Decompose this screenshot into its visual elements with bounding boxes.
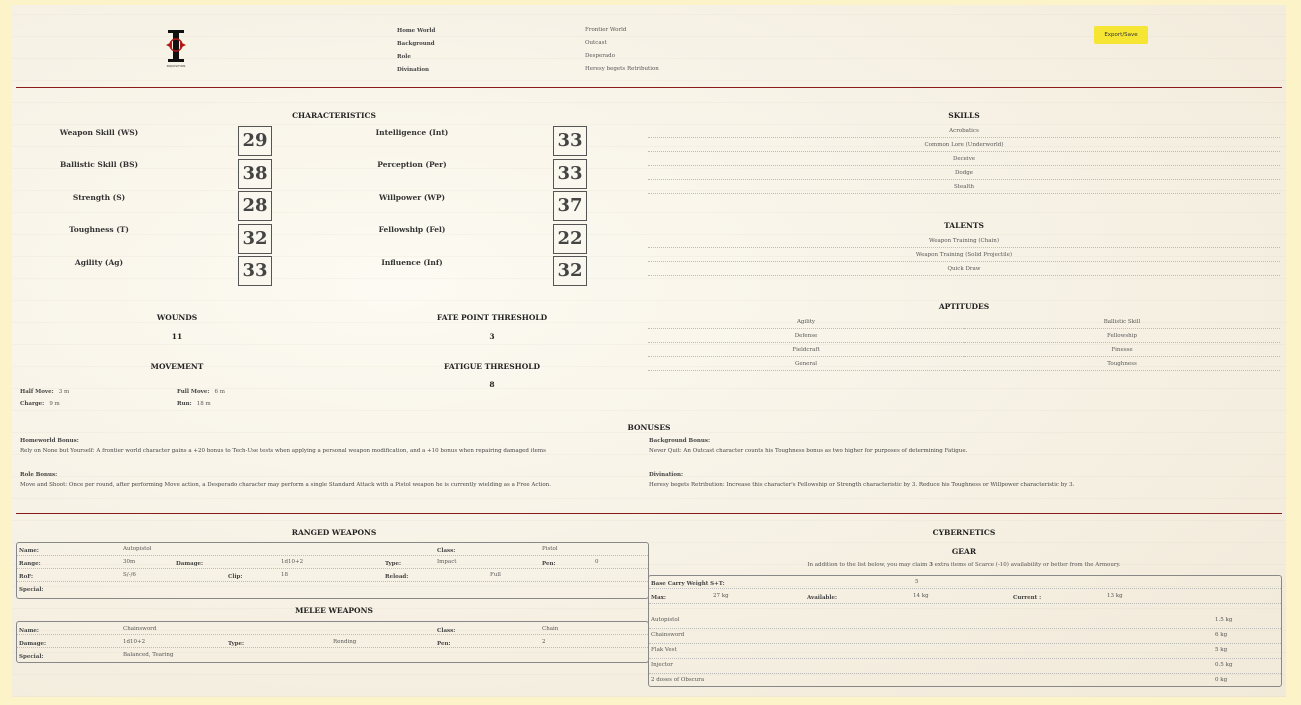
char-name: Willpower (WP) — [378, 193, 446, 202]
role-value: Desperado — [585, 53, 616, 59]
list-item: Common Lore (Underworld) — [648, 138, 1280, 152]
export-save-button[interactable]: Export/Save — [1094, 26, 1148, 44]
charge — [20, 390, 60, 409]
gear-note-prefix: In addition to the list below, you may claim — [807, 562, 930, 568]
bonuses-title: BONUSES — [627, 423, 671, 432]
ranged-rof-value[interactable]: S/-/6 — [123, 572, 136, 578]
full-move-label: Full Move: — [177, 389, 210, 395]
list-item: Weapon Training (Chain) — [648, 234, 1280, 248]
melee-class-label: Class: — [437, 628, 456, 634]
gear-row[interactable] — [649, 659, 1281, 674]
full-move-value: 6 m — [214, 389, 225, 395]
char-name: Ballistic Skill (BS) — [59, 160, 139, 169]
gear-note — [648, 562, 1280, 568]
list-item: Dodge — [648, 166, 1280, 180]
run-value: 18 m — [196, 401, 211, 407]
homeworld-bonus-label: Homeworld Bonus: — [20, 438, 79, 444]
ranged-reload-value[interactable]: Full — [490, 572, 501, 578]
gear-panel — [648, 575, 1282, 687]
melee-pen-value[interactable]: 2 — [542, 639, 546, 645]
background-bonus — [649, 438, 1279, 454]
current-weight-label: Current : — [1013, 595, 1042, 601]
divination-value: Heresy begets Retribution — [585, 66, 659, 72]
gear-item-name: 2 doses of Obscura — [651, 677, 705, 683]
char-name: Toughness (T) — [69, 225, 129, 234]
ranged-range-value[interactable]: 30m — [123, 559, 136, 565]
home-world-value: Frontier World — [585, 27, 627, 33]
ranged-type-label: Type: — [385, 561, 402, 567]
melee-name-value[interactable]: Chainsword — [123, 626, 157, 632]
melee-damage-value[interactable]: 1d10+2 — [123, 639, 146, 645]
list-item: Toughness — [964, 357, 1280, 371]
ranged-clip-value[interactable]: 18 — [281, 572, 288, 578]
ranged-name-label: Name: — [19, 548, 39, 554]
melee-pen-label: Pen: — [437, 641, 451, 647]
ranged-weapons-title: RANGED WEAPONS — [291, 528, 377, 537]
gear-row[interactable] — [649, 629, 1281, 644]
gear-item-weight: 0.5 kg — [1215, 662, 1233, 668]
gear-row[interactable] — [649, 644, 1281, 659]
char-name: Perception (Per) — [377, 160, 447, 169]
list-item: Weapon Training (Solid Projectile) — [648, 248, 1280, 262]
background-value: Outcast — [585, 40, 607, 46]
list-item: Fieldcraft — [648, 343, 964, 357]
ranged-reload-label: Reload: — [385, 574, 409, 580]
char-value-ag[interactable]: 33 — [238, 256, 272, 286]
gear-row[interactable] — [649, 674, 1281, 689]
ranged-weapon-panel — [16, 542, 649, 599]
charge-value: 9 m — [49, 401, 60, 407]
role-bonus — [20, 472, 640, 488]
char-value-s[interactable]: 28 — [238, 191, 272, 221]
movement-title: MOVEMENT — [150, 362, 204, 371]
current-weight-value: 13 kg — [1107, 593, 1123, 599]
list-item: Acrobatics — [648, 124, 1280, 138]
fate-threshold-title: FATE POINT THRESHOLD — [436, 313, 548, 322]
char-value-wp[interactable]: 37 — [553, 191, 587, 221]
ranged-damage-label: Damage: — [176, 561, 204, 567]
role-bonus-label: Role Bonus: — [20, 472, 58, 478]
aptitudes-title: APTITUDES — [938, 302, 990, 311]
background-bonus-label: Background Bonus: — [649, 438, 710, 444]
max-weight-value: 27 kg — [713, 593, 729, 599]
ranged-clip-label: Clip: — [228, 574, 243, 580]
char-name: Influence (Inf) — [381, 258, 443, 267]
background-label: Background — [397, 41, 435, 47]
ranged-range-label: Range: — [19, 561, 41, 567]
gear-item-name: Injector — [651, 662, 673, 668]
max-weight-label: Max: — [651, 595, 666, 601]
ranged-rof-label: RoF: — [19, 574, 33, 580]
melee-type-value[interactable]: Rending — [333, 639, 357, 645]
ranged-name-value[interactable]: Autopistol — [123, 546, 152, 552]
gear-item-weight: 1.5 kg — [1215, 617, 1233, 623]
gear-title: GEAR — [951, 547, 977, 556]
half-move-label: Half Move: — [20, 389, 54, 395]
run-label: Run: — [177, 401, 192, 407]
list-item: Ballistic Skill — [964, 315, 1280, 329]
skills-title: SKILLS — [948, 111, 980, 120]
talents-title: TALENTS — [944, 221, 984, 230]
role-bonus-text: Move and Shoot: Once per round, after performing Move action, a Desperado character may perform a single Standard Attack with a Pistol weapon he is currently wielding as a Free Action. — [20, 482, 551, 488]
gear-item-name: Chainsword — [651, 632, 685, 638]
char-name: Fellowship (Fel) — [378, 225, 446, 234]
list-item: Fellowship — [964, 329, 1280, 343]
ranged-pen-value[interactable]: 0 — [595, 559, 599, 565]
wounds-title: WOUNDS — [156, 313, 198, 322]
char-value-inf[interactable]: 32 — [553, 256, 587, 286]
char-name: Agility (Ag) — [74, 258, 124, 267]
ranged-special-label: Special: — [19, 587, 44, 593]
ranged-class-label: Class: — [437, 548, 456, 554]
char-value-fel[interactable]: 22 — [553, 224, 587, 254]
ranged-damage-value[interactable]: 1d10+2 — [281, 559, 304, 565]
melee-damage-label: Damage: — [19, 641, 47, 647]
faction-logo-icon — [162, 28, 190, 68]
char-value-ws[interactable]: 29 — [238, 126, 272, 156]
homeworld-bonus — [20, 438, 640, 454]
role-label: Role — [397, 54, 411, 60]
char-value-int[interactable]: 33 — [553, 126, 587, 156]
list-item: Stealth — [648, 180, 1280, 194]
characteristics-title: CHARACTERISTICS — [292, 111, 376, 120]
charge-label: Charge: — [20, 401, 45, 407]
melee-weapon-panel — [16, 621, 649, 663]
half-move-value: 3 m — [58, 389, 70, 395]
aptitudes-right — [964, 315, 1280, 371]
fatigue-threshold-title: FATIGUE THRESHOLD — [443, 362, 541, 371]
divider — [16, 513, 1282, 514]
gear-item-weight: 6 kg — [1215, 632, 1228, 638]
char-value-per[interactable]: 33 — [553, 159, 587, 189]
melee-weapons-title: MELEE WEAPONS — [295, 606, 373, 615]
divination-bonus — [649, 472, 1279, 488]
base-carry-value[interactable]: 5 — [915, 579, 919, 585]
ranged-type-value[interactable]: Impact — [437, 559, 457, 565]
char-name: Weapon Skill (WS) — [59, 128, 139, 137]
fatigue-threshold-value[interactable]: 8 — [489, 380, 495, 389]
char-value-t[interactable]: 32 — [238, 224, 272, 254]
gear-item-weight: 5 kg — [1215, 647, 1228, 653]
char-name: Intelligence (Int) — [375, 128, 449, 137]
divination-label: Divination — [397, 67, 430, 73]
skills-list — [648, 124, 1280, 194]
base-carry-label: Base Carry Weight S+T: — [651, 581, 725, 587]
cybernetics-title: CYBERNETICS — [932, 528, 996, 537]
divider — [16, 87, 1282, 88]
melee-special-label: Special: — [19, 654, 44, 660]
fate-threshold-value[interactable]: 3 — [489, 332, 495, 341]
list-item: General — [648, 357, 964, 371]
melee-name-label: Name: — [19, 628, 39, 634]
talents-list — [648, 234, 1280, 276]
list-item: Defense — [648, 329, 964, 343]
list-item: Quick Draw — [648, 262, 1280, 276]
char-value-bs[interactable]: 38 — [238, 159, 272, 189]
list-item: Agility — [648, 315, 964, 329]
wounds-value[interactable]: 11 — [171, 332, 183, 341]
gear-item-name: Flak Vest — [651, 647, 677, 653]
background-bonus-text: Never Quit: An Outcast character counts his Toughness bonus as two higher for purposes of determining Fatigue. — [649, 448, 968, 454]
melee-type-label: Type: — [228, 641, 245, 647]
ranged-class-value[interactable]: Pistol — [542, 546, 558, 552]
list-item: Deceive — [648, 152, 1280, 166]
home-world-label: Home World — [397, 28, 436, 34]
gear-item-name: Autopistol — [651, 617, 680, 623]
gear-note-suffix: extra items of Scarce (-10) availability or better from the Armoury. — [932, 562, 1121, 568]
gear-row[interactable] — [649, 614, 1281, 629]
character-sheet — [12, 5, 1286, 697]
gear-item-weight: 0 kg — [1215, 677, 1228, 683]
available-weight-value: 14 kg — [913, 593, 929, 599]
ranged-pen-label: Pen: — [542, 561, 556, 567]
melee-special-value[interactable]: Balanced, Tearing — [123, 652, 174, 658]
char-name: Strength (S) — [72, 193, 126, 202]
divination-bonus-text: Heresy begets Retribution: Increase this character's Fellowship or Strength characteristic by 3. Reduce his Toughness or Willpower characteristic by 3. — [649, 482, 1075, 488]
available-weight-label: Available: — [807, 595, 838, 601]
svg-text:INQUISITION: INQUISITION — [166, 64, 186, 68]
list-item: Finesse — [964, 343, 1280, 357]
run — [177, 390, 211, 409]
gear-note-count: 3 — [929, 562, 933, 568]
melee-class-value[interactable]: Chain — [542, 626, 559, 632]
homeworld-bonus-text: Rely on None but Yourself: A frontier world character gains a +20 bonus to Tech-Use tests when applying a personal weapon modification, and a +10 bonus when repairing damaged items — [20, 448, 546, 454]
divination-bonus-label: Divination: — [649, 472, 684, 478]
aptitudes-left — [648, 315, 964, 371]
